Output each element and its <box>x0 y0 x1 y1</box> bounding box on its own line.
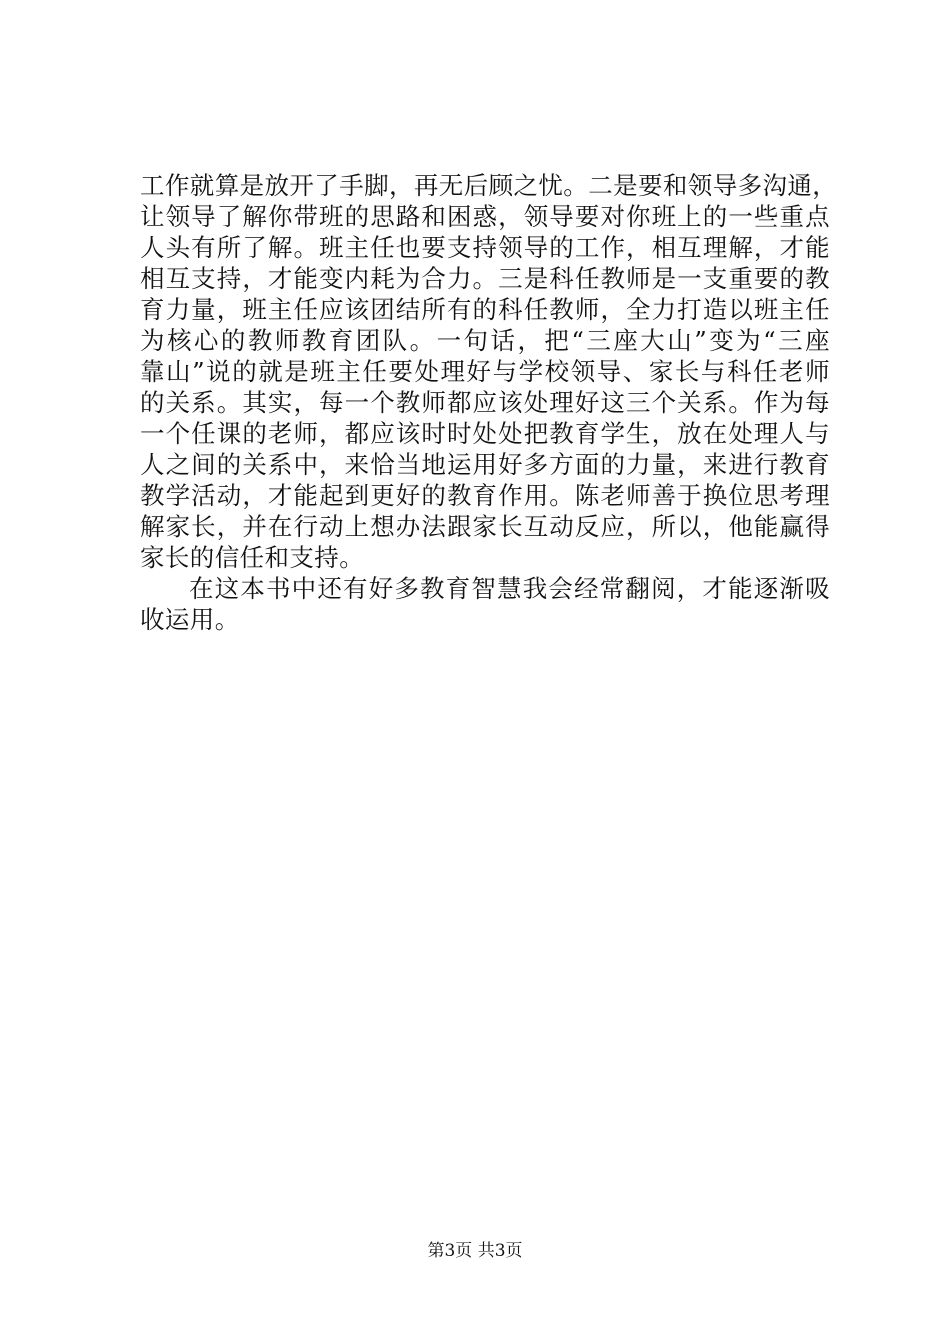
page-number: 第3页 共3页 <box>427 1241 523 1261</box>
text-line: 一个任课的老师，都应该时时处处把教育学生，放在处理人与 <box>140 419 830 448</box>
text-line: 的关系。其实，每一个教师都应该处理好这三个关系。作为每 <box>140 388 830 417</box>
page-footer <box>0 1239 950 1263</box>
text-line: 收运用。 <box>140 605 240 634</box>
text-line-indented: 在这本书中还有好多教育智慧我会经常翻阅，才能逐渐吸 <box>189 574 830 603</box>
text-line: 为核心的教师教育团队。一句话，把“三座大山”变为“三座 <box>140 326 830 355</box>
text-line: 人之间的关系中，来恰当地运用好多方面的力量，来进行教育 <box>140 450 830 479</box>
text-line: 育力量，班主任应该团结所有的科任教师，全力打造以班主任 <box>140 295 830 324</box>
body-text <box>140 170 838 635</box>
text-line: 教学活动，才能起到更好的教育作用。陈老师善于换位思考理 <box>140 481 830 510</box>
text-line: 人头有所了解。班主任也要支持领导的工作，相互理解，才能 <box>140 233 830 262</box>
text-line: 靠山”说的就是班主任要处理好与学校领导、家长与科任老师 <box>140 357 830 386</box>
text-line: 家长的信任和支持。 <box>140 543 365 572</box>
text-line: 相互支持，才能变内耗为合力。三是科任教师是一支重要的教 <box>140 264 830 293</box>
text-line: 工作就算是放开了手脚，再无后顾之忧。二是要和领导多沟通， <box>140 171 838 200</box>
text-line: 解家长，并在行动上想办法跟家长互动反应，所以，他能赢得 <box>140 512 830 541</box>
text-line: 让领导了解你带班的思路和困惑，领导要对你班上的一些重点 <box>140 202 830 231</box>
